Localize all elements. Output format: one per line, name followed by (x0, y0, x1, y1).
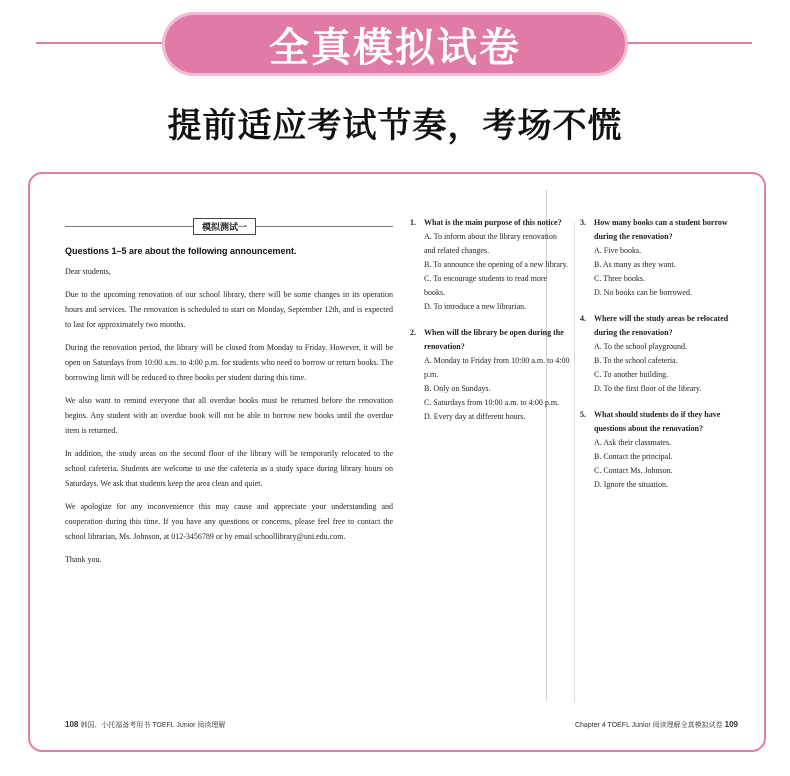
title-banner (162, 12, 628, 76)
answer-option: B. Contact the principal. (594, 452, 673, 461)
answer-option: B. To the school cafeteria. (594, 356, 678, 365)
question-stem (410, 326, 570, 354)
answer-option: D. To the first floor of the library. (594, 384, 702, 393)
answer-option: D. No books can be borrowed. (594, 288, 692, 297)
banner-line-left (36, 42, 166, 44)
question-stem (580, 216, 740, 244)
question-text: What should students do if they have questions about the renovation? (594, 410, 721, 433)
banner-title: 全真模拟试卷 (269, 24, 521, 71)
answer-option: A. Monday to Friday from 10:00 a.m. to 4:00 p.m. (424, 356, 570, 379)
answer-option: B. Only on Sundays. (424, 384, 491, 393)
answer-option: C. To another building. (594, 370, 669, 379)
left-footer-text: 韩国、小托福备考用书 TOEFL Junior 阅读理解 (80, 722, 226, 729)
passage-paragraph: Thank you. (65, 555, 102, 564)
passage-paragraph: We also want to remind everyone that all overdue books must be returned before the renovation begins. Any student with an overdue book will not be able to borrow new books until the overdue item is returned. (65, 396, 393, 435)
column-divider (574, 222, 575, 702)
question-text: How many books can a student borrow during the renovation? (594, 218, 728, 241)
passage-body (65, 264, 393, 567)
right-page-number: 109 (724, 720, 738, 729)
answer-option: B. To announce the opening of a new library. (424, 260, 569, 269)
banner-line-right (622, 42, 752, 44)
question-item (580, 216, 740, 300)
questions-column-2 (580, 216, 740, 504)
answer-option: A. Ask their classmates. (594, 438, 672, 447)
passage-paragraph: Dear students, (65, 267, 111, 276)
answer-option: C. Three books. (594, 274, 645, 283)
questions-column-1 (410, 216, 570, 436)
right-footer-chapter: Chapter 4 (574, 722, 606, 729)
answer-option: B. As many as they want. (594, 260, 676, 269)
question-number: 2. (410, 328, 416, 337)
passage-paragraph: In addition, the study areas on the second floor of the library will be temporarily relocated to the school cafeteria. Students are welcome to use the cafeteria as a study space during library hours on Saturdays. We ask that students keep the area clean and quiet. (65, 449, 393, 488)
passage-heading: Questions 1–5 are about the following announcement. (65, 246, 297, 256)
passage-paragraph: Due to the upcoming renovation of our school library, there will be some changes in its operation hours and services. The renovation is scheduled to start on Monday, September 12th, and is expected to last for approximately two months. (65, 290, 393, 329)
left-page-number: 108 (65, 720, 79, 729)
question-text: When will the library be open during the renovation? (424, 328, 564, 351)
question-text: Where will the study areas be relocated during the renovation? (594, 314, 729, 337)
section-header (65, 216, 393, 236)
question-item (410, 216, 570, 314)
question-item (410, 326, 570, 424)
question-number: 1. (410, 218, 416, 227)
answer-option: A. To inform about the library renovation and related changes. (424, 232, 557, 255)
answer-option: D. Every day at different hours. (424, 412, 526, 421)
question-item (580, 408, 740, 492)
question-stem (580, 312, 740, 340)
left-page (65, 216, 393, 567)
question-number: 3. (580, 218, 586, 227)
question-stem (410, 216, 570, 230)
answer-option: C. To encourage students to read more books. (424, 274, 548, 297)
right-footer-text: TOEFL Junior 阅读理解全真模拟试卷 (607, 722, 723, 729)
answer-option: D. To introduce a new librarian. (424, 302, 527, 311)
passage-paragraph: During the renovation period, the library will be closed from Monday to Friday. However, it will be open on Saturdays from 10:00 a.m. to 4:00 p.m. for students who need to borrow or return books. The borrowing limit will be reduced to three books per student during this time. (65, 343, 393, 382)
answer-option: D. Ignore the situation. (594, 480, 668, 489)
section-tag: 模拟测试一 (193, 218, 256, 235)
answer-option: A. To the school playground. (594, 342, 688, 351)
right-footer (575, 720, 738, 730)
question-text: What is the main purpose of this notice? (424, 218, 562, 227)
question-stem (580, 408, 740, 436)
answer-option: A. Five books. (594, 246, 642, 255)
left-footer (65, 720, 225, 730)
question-item (580, 312, 740, 396)
answer-option: C. Saturdays from 10:00 a.m. to 4:00 p.m. (424, 398, 560, 407)
subtitle: 提前适应考试节奏，考场不慌 (167, 106, 623, 146)
passage-paragraph: We apologize for any inconvenience this may cause and appreciate your understanding and cooperation during this time. If you have any questions or concerns, please feel free to contact the school librarian, Ms. Johnson, at 012-3456789 or by email schoollibrary@uni.edu.com. (65, 502, 393, 541)
question-number: 5. (580, 410, 586, 419)
question-number: 4. (580, 314, 586, 323)
answer-option: C. Contact Ms. Johnson. (594, 466, 673, 475)
